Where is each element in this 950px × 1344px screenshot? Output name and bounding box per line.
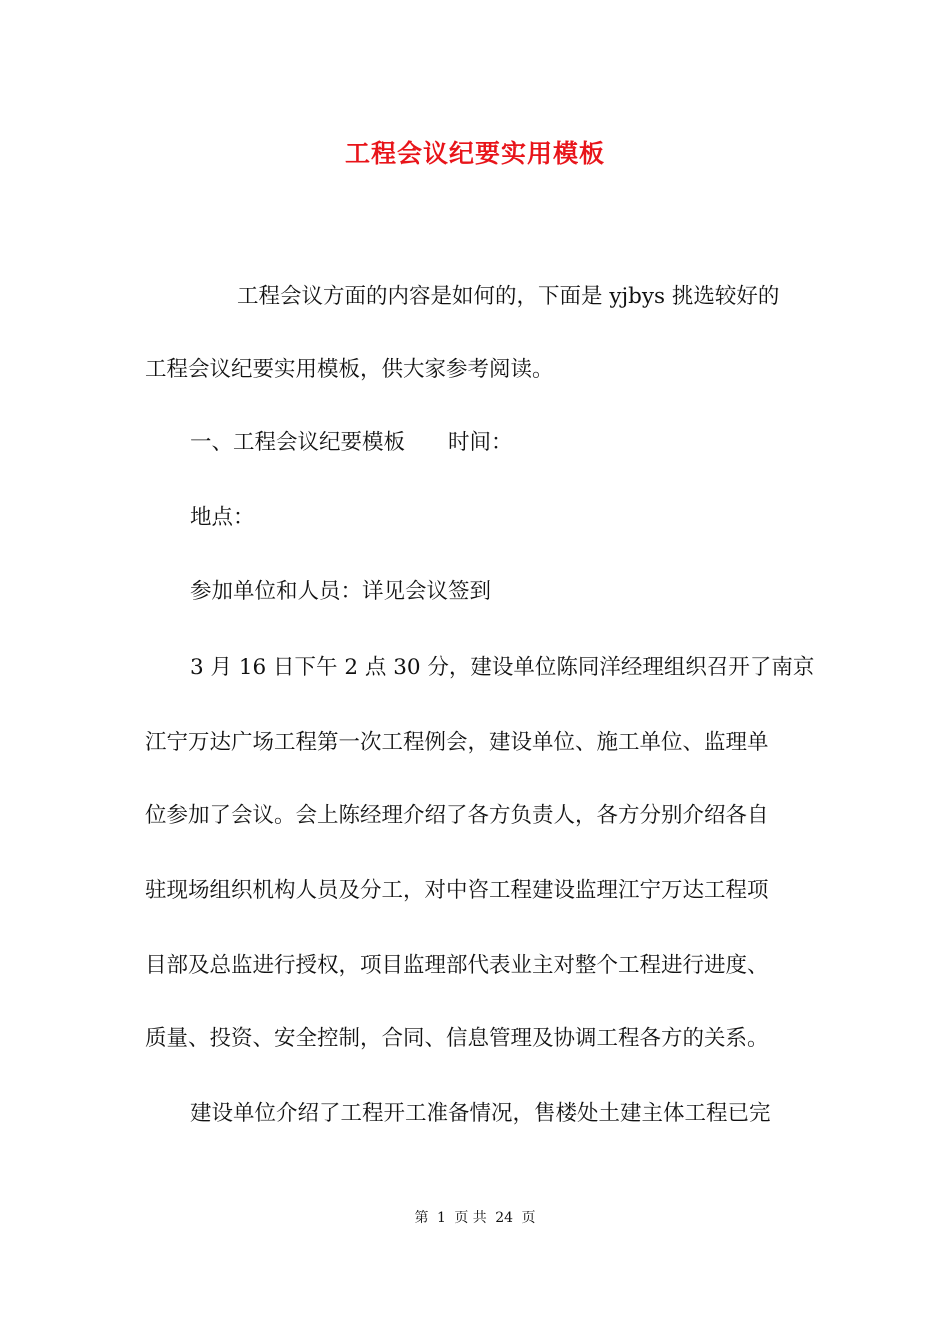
paragraph-line: 地点：	[190, 505, 255, 530]
paragraph-line: 工程会议纪要实用模板，供大家参考阅读。	[145, 357, 554, 382]
paragraph-line: 3 月 16 日下午 2 点 30 分，建设单位陈同洋经理组织召开了南京	[190, 655, 815, 680]
paragraph-line: 参加单位和人员：详见会议签到	[190, 579, 492, 604]
paragraph-line: 驻现场组织机构人员及分工，对中咨工程建设监理江宁万达工程项	[145, 878, 769, 903]
document-title: 工程会议纪要实用模板	[344, 139, 605, 168]
footer-page-number: 1	[436, 1210, 446, 1226]
paragraph-line: 目部及总监进行授权，项目监理部代表业主对整个工程进行进度、	[145, 953, 769, 978]
paragraph-line: 工程会议方面的内容是如何的，下面是 yjbys 挑选较好的	[237, 284, 780, 309]
paragraph-line: 建设单位介绍了工程开工准备情况，售楼处土建主体工程已完	[190, 1101, 771, 1126]
page-footer	[0, 1208, 950, 1228]
footer-total-pages: 24	[495, 1210, 514, 1226]
section-heading: 一、工程会议纪要模板 时间：	[190, 430, 513, 455]
paragraph-line: 质量、投资、安全控制，合同、信息管理及协调工程各方的关系。	[145, 1026, 769, 1051]
paragraph-line: 江宁万达广场工程第一次工程例会，建设单位、施工单位、监理单	[145, 730, 769, 755]
footer-prefix: 第	[414, 1210, 429, 1226]
footer-mid: 页 共	[454, 1210, 487, 1226]
footer-suffix: 页	[521, 1210, 536, 1226]
paragraph-line: 位参加了会议。会上陈经理介绍了各方负责人，各方分别介绍各自	[145, 803, 769, 828]
